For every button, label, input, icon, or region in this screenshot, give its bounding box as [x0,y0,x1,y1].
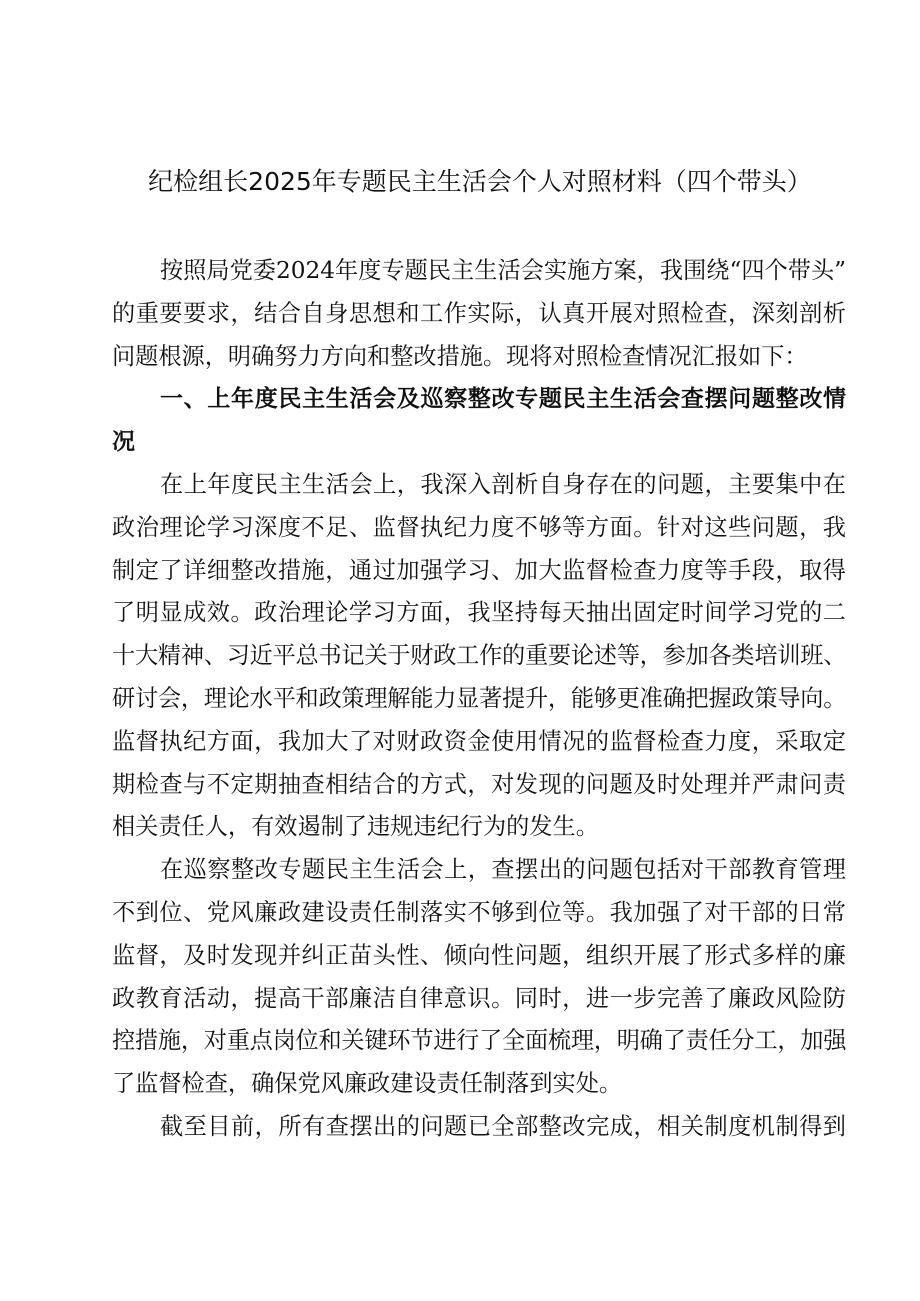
body-line: 按照局党委2024年度专题民主生活会实施方案，我围绕“四个带头” [160,257,846,284]
body-line: 十大精神、习近平总书记关于财政工作的重要论述等，参加各类培训班、 [112,642,846,670]
body-line: 在巡察整改专题民主生活会上，查摆出的问题包括对干部教育管理 [160,856,846,884]
body-line: 制定了详细整改措施，通过加强学习、加大监督检查力度等手段，取得 [112,556,846,584]
body-line: 了明显成效。政治理论学习方面，我坚持每天抽出固定时间学习党的二 [112,599,846,627]
body-line: 问题根源，明确努力方向和整改措施。现将对照检查情况汇报如下： [112,342,808,370]
body-line: 政治理论学习深度不足、监督执纪力度不够等方面。针对这些问题，我 [112,513,846,541]
body-line: 相关责任人，有效遏制了违规违纪行为的发生。 [112,813,599,841]
body-line: 研讨会，理论水平和政策理解能力显著提升，能够更准确把握政策导向。 [112,684,846,712]
body-line: 政教育活动，提高干部廉洁自律意识。同时，进一步完善了廉政风险防 [112,984,846,1012]
body-line: 监督，及时发现并纠正苗头性、倾向性问题，组织开展了形式多样的廉 [112,941,846,969]
body-line: 期检查与不定期抽查相结合的方式，对发现的问题及时处理并严肃问责 [112,770,846,798]
body-line: 了监督检查，确保党风廉政建设责任制落到实处。 [112,1070,623,1098]
document-body [112,250,846,1149]
section-heading-line: 况 [112,429,135,456]
section-heading-line: 一、上年度民主生活会及巡察整改专题民主生活会查摆问题整改情 [160,386,846,413]
body-line: 在上年度民主生活会上，我深入剖析自身存在的问题，主要集中在 [160,470,846,498]
body-line: 的重要要求，结合自身思想和工作实际，认真开展对照检查，深刻剖析 [112,299,846,327]
body-line: 监督执纪方面，我加大了对财政资金使用情况的监督检查力度，采取定 [112,727,846,755]
body-line: 截至目前，所有查摆出的问题已全部整改完成，相关制度机制得到 [160,1112,846,1140]
body-line: 控措施，对重点岗位和关键环节进行了全面梳理，明确了责任分工，加强 [112,1027,846,1055]
body-line: 不到位、党风廉政建设责任制落实不够到位等。我加强了对干部的日常 [112,898,846,926]
document-title: 纪检组长2025年专题民主生活会个人对照材料（四个带头） [148,167,812,196]
